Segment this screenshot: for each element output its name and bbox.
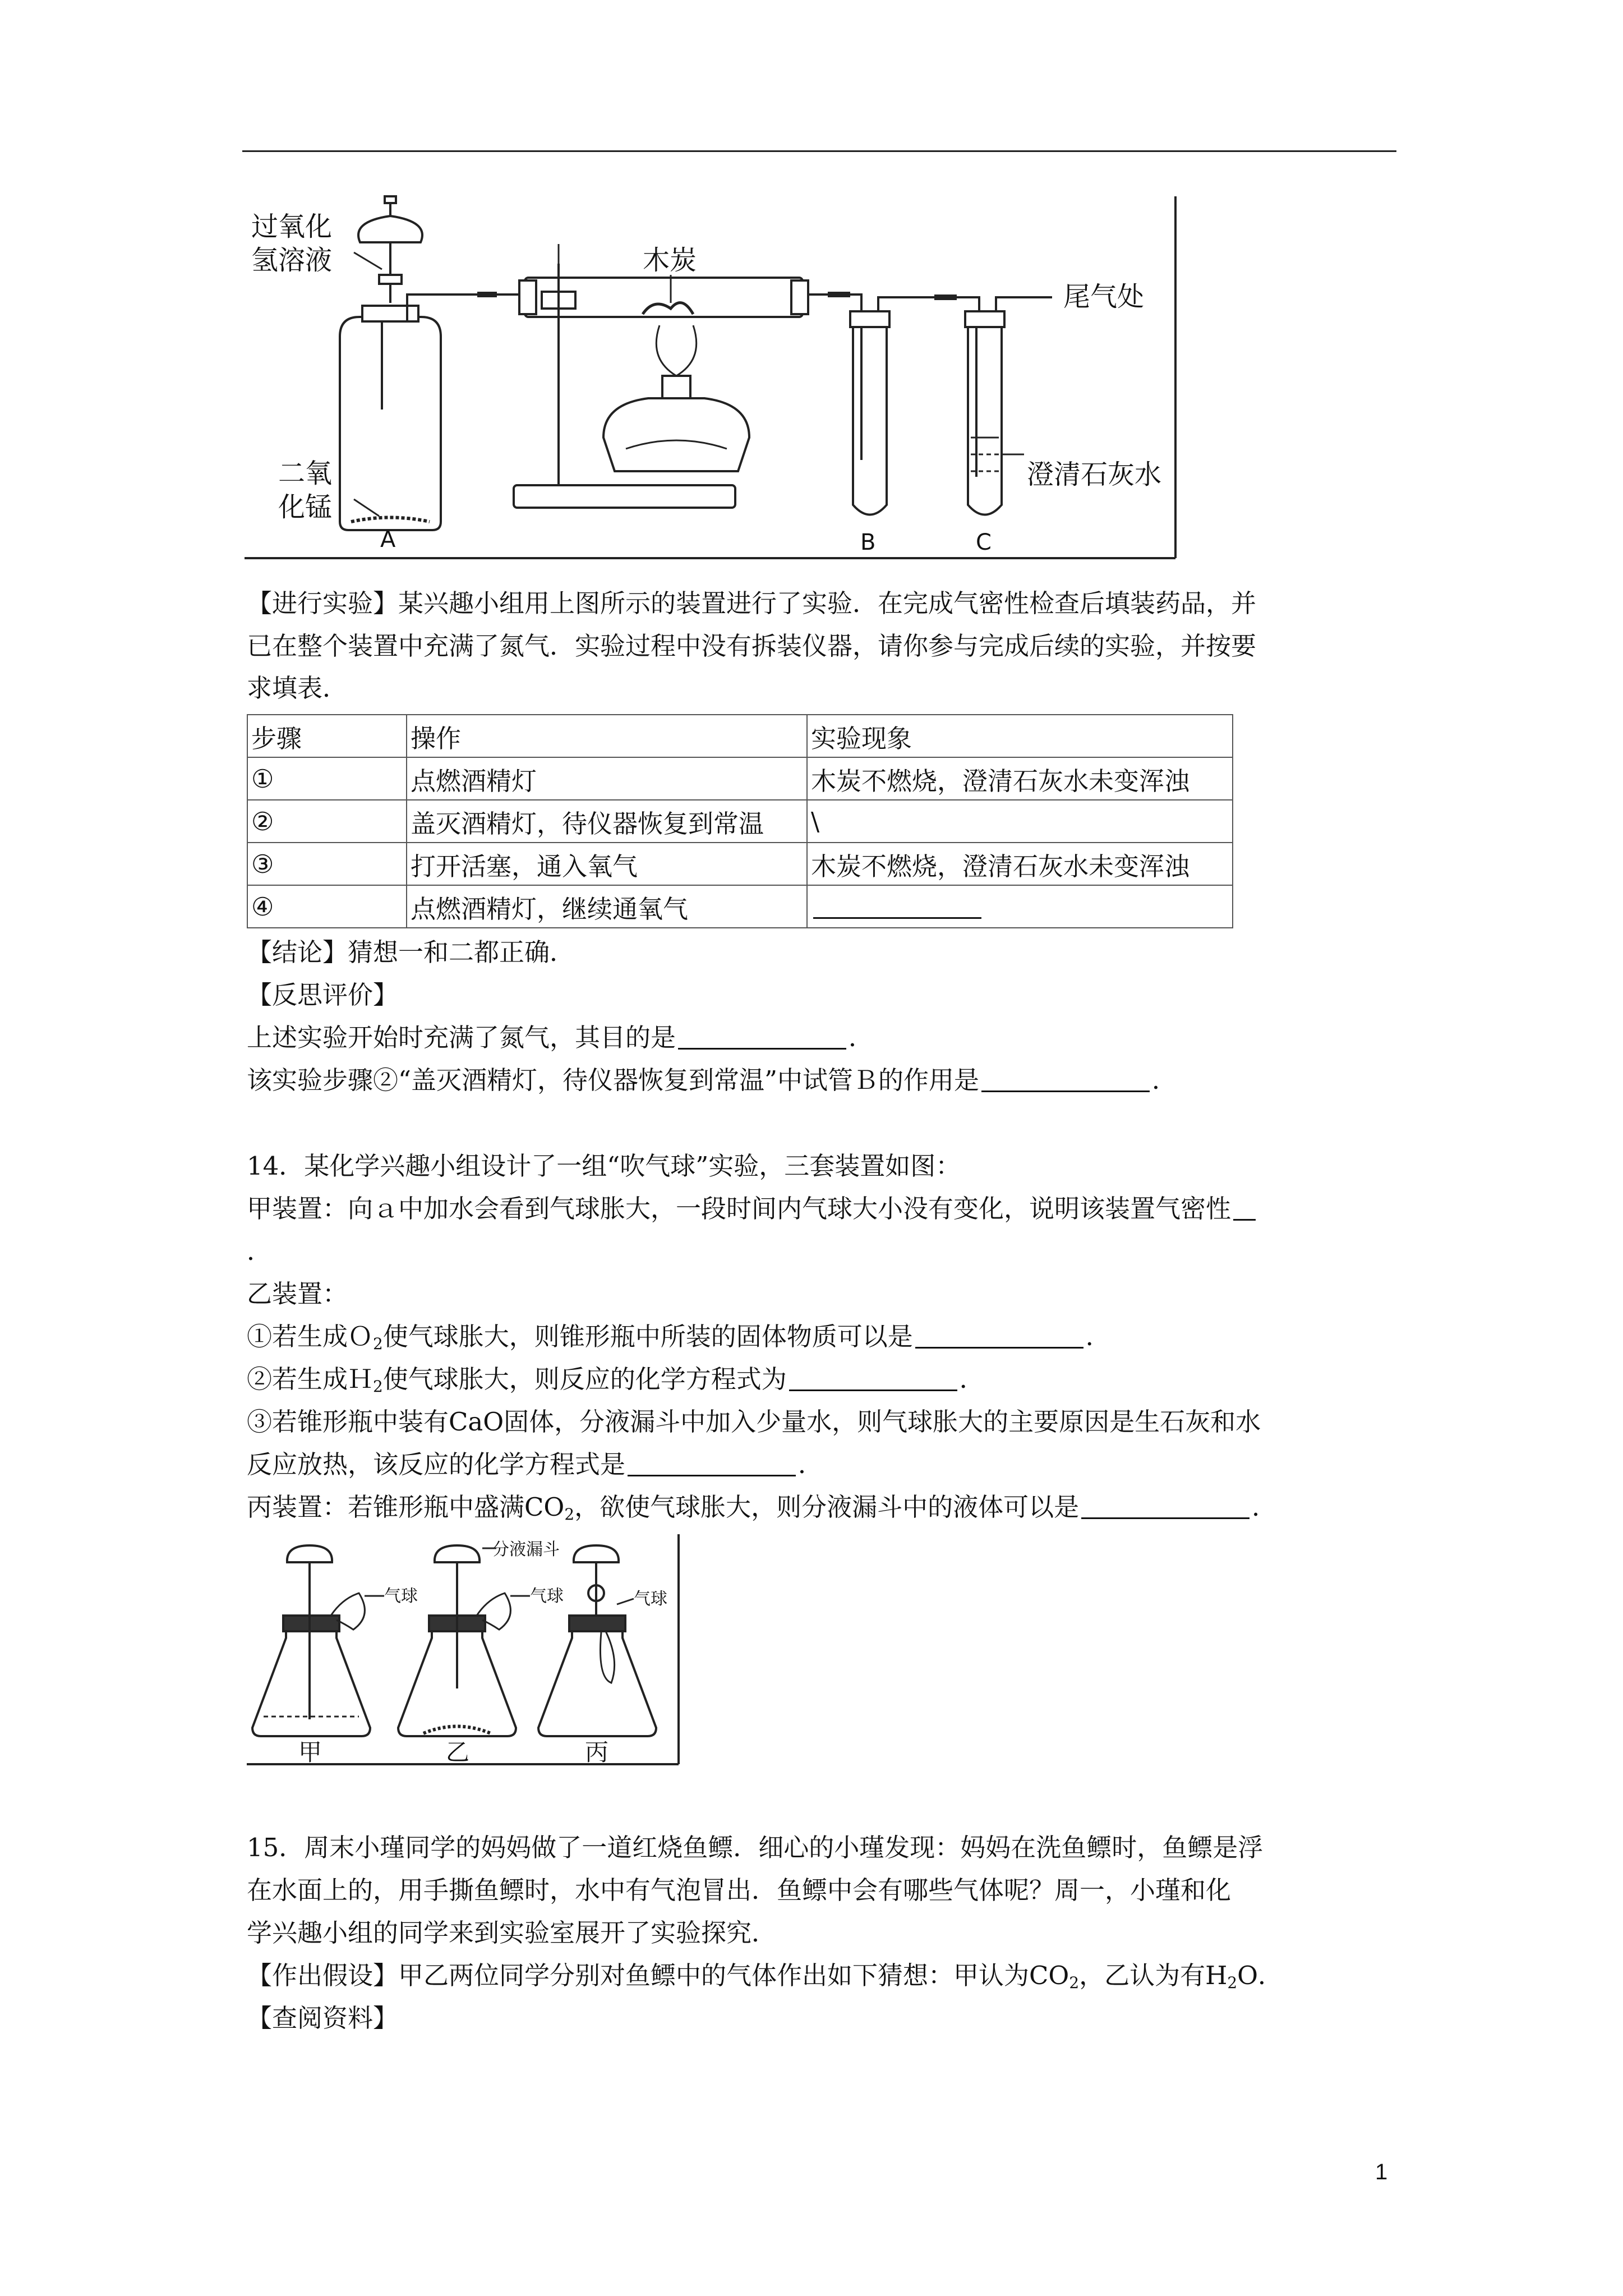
answer-blank[interactable]: [1233, 1197, 1256, 1221]
table-row: [247, 843, 1233, 885]
answer-blank[interactable]: [1081, 1495, 1249, 1519]
table-row: [247, 885, 1233, 928]
period: ．: [1152, 1065, 1178, 1095]
conclusion: 【结论】猜想一和二都正确．: [247, 937, 575, 967]
period: ．: [959, 1364, 985, 1394]
page-number: 1: [1375, 2160, 1388, 2184]
label-funnel: 分液漏斗: [492, 1540, 560, 1559]
apparatus-figure: [245, 191, 1187, 564]
header-step: 步骤: [247, 715, 407, 757]
cell-op: 点燃酒精灯，继续通氧气: [407, 885, 807, 928]
q14-yi-title: 乙装置：: [247, 1279, 348, 1309]
reflection-q2: [247, 1064, 1177, 1097]
reflection-q2-text: 该实验步骤②“盖灭酒精灯，待仪器恢复到常温”中试管Ｂ的作用是: [247, 1065, 980, 1095]
subscript: 2: [373, 1377, 383, 1396]
q15-line-4: [247, 1959, 1283, 1999]
q14-yi2-pre: ②若生成Ｈ: [247, 1364, 374, 1394]
period: ．: [1085, 1322, 1111, 1351]
period: ．: [1252, 1492, 1278, 1522]
label-yi: 乙: [446, 1738, 470, 1766]
label-h2o2-1: 过氧化: [251, 211, 333, 242]
header-phen: 实验现象: [807, 715, 1233, 757]
label-a: A: [380, 527, 396, 553]
answer-blank[interactable]: [678, 1025, 846, 1050]
answer-blank[interactable]: [981, 1068, 1150, 1092]
q14-yi2-post: 使气球胀大，则反应的化学方程式为: [382, 1364, 787, 1394]
q14-bing: [247, 1491, 1277, 1531]
q14-line-1: 14．某化学兴趣小组设计了一组“吹气球”实验，三套装置如图：: [247, 1151, 961, 1181]
label-exhaust: 尾气处: [1063, 281, 1145, 312]
q14-yi-2: [247, 1363, 985, 1403]
subscript: 2: [1069, 1973, 1080, 1992]
intro-line-2: 已在整个装置中充满了氮气．实验过程中没有拆装仪器，请你参与完成后续的实验，并按要: [247, 631, 1257, 661]
intro-line-3: 求填表．: [247, 673, 348, 703]
label-h2o2-2: 氢溶液: [251, 245, 333, 276]
q15-line4-pre: 【作出假设】甲乙两位同学分别对鱼鳔中的气体作出如下猜想：甲认为CO: [247, 1961, 1069, 1990]
q14-yi1-pre: ①若生成Ｏ: [247, 1322, 374, 1351]
q14-yi3-text: 反应放热，该反应的化学方程式是: [247, 1450, 626, 1479]
cell-op: 点燃酒精灯: [407, 757, 807, 800]
table-header-row: [247, 715, 1233, 757]
subscript: 2: [1227, 1973, 1238, 1992]
answer-blank[interactable]: [813, 895, 981, 919]
cell-step: ②: [247, 800, 407, 843]
label-c: C: [976, 530, 992, 555]
balloon-figure: [247, 1531, 684, 1767]
q15-line-1: 15．周末小瑾同学的妈妈做了一道红烧鱼鳔．细心的小瑾发现：妈妈在洗鱼鳔时，鱼鳔是浮: [247, 1833, 1264, 1862]
q14-yi1-post: 使气球胀大，则锥形瓶中所装的固体物质可以是: [382, 1322, 913, 1351]
cell-phen-blank[interactable]: [807, 885, 1233, 928]
period: ．: [798, 1450, 824, 1479]
q15-line4-post: O．: [1237, 1961, 1283, 1990]
q14-jia-text: 甲装置：向ａ中加水会看到气球胀大，一段时间内气球大小没有变化，说明该装置气密性: [247, 1194, 1232, 1223]
label-limewater: 澄清石灰水: [1027, 459, 1162, 490]
cell-phen: 木炭不燃烧，澄清石灰水未变浑浊: [807, 843, 1233, 885]
period: ．: [849, 1023, 874, 1052]
label-mno2-1: 二氧: [278, 458, 333, 489]
label-jia: 甲: [298, 1738, 322, 1766]
q15-line-2: 在水面上的，用手撕鱼鳔时，水中有气泡冒出．鱼鳔中会有哪些气体呢？周一，小瑾和化: [247, 1875, 1232, 1905]
label-mno2-2: 化锰: [278, 491, 333, 523]
cell-phen: 木炭不燃烧，澄清石灰水未变浑浊: [807, 757, 1233, 800]
label-charcoal: 木炭: [643, 245, 697, 276]
q15-line-5: 【查阅资料】: [247, 2003, 399, 2033]
table-row: [247, 800, 1233, 843]
reflection-title: 【反思评价】: [247, 980, 399, 1010]
experiment-table: [247, 714, 1233, 928]
cell-phen: \: [807, 800, 1233, 843]
cell-step: ①: [247, 757, 407, 800]
cell-op: 打开活塞，通入氧气: [407, 843, 807, 885]
q14-yi-3b: [247, 1448, 823, 1481]
q15-line4-mid: ，乙认为有H: [1079, 1961, 1228, 1990]
answer-blank[interactable]: [628, 1452, 796, 1476]
label-bing: 丙: [585, 1738, 609, 1766]
label-b: B: [860, 530, 876, 555]
cell-step: ④: [247, 885, 407, 928]
q14-yi-3a: ③若锥形瓶中装有CaO固体，分液漏斗中加入少量水，则气球胀大的主要原因是生石灰和水: [247, 1407, 1261, 1437]
reflection-q1-text: 上述实验开始时充满了氮气，其目的是: [247, 1023, 676, 1052]
q14-jia: [247, 1193, 1258, 1225]
cell-step: ③: [247, 843, 407, 885]
q14-bing-pre: 丙装置：若锥形瓶中盛满CO: [247, 1492, 565, 1522]
reflection-q1: [247, 1022, 874, 1054]
answer-blank[interactable]: [789, 1367, 957, 1391]
label-balloon-yi: 气球: [530, 1586, 564, 1606]
q15-line-3: 学兴趣小组的同学来到实验室展开了实验探究．: [247, 1918, 777, 1948]
table-row: [247, 757, 1233, 800]
subscript: 2: [564, 1504, 575, 1524]
subscript: 2: [373, 1334, 383, 1353]
q14-bing-post: ，欲使气球胀大，则分液漏斗中的液体可以是: [574, 1492, 1080, 1522]
answer-blank[interactable]: [915, 1324, 1083, 1349]
cell-op: 盖灭酒精灯，待仪器恢复到常温: [407, 800, 807, 843]
q14-jia-end: ．: [247, 1236, 273, 1266]
label-balloon-bing: 气球: [634, 1589, 667, 1609]
q14-yi-1: [247, 1320, 1111, 1360]
label-balloon-jia: 气球: [384, 1586, 418, 1606]
header-op: 操作: [407, 715, 807, 757]
header-rule: [242, 150, 1396, 152]
intro-line-1: 【进行实验】某兴趣小组用上图所示的装置进行了实验．在完成气密性检查后填装药品，并: [247, 588, 1257, 618]
